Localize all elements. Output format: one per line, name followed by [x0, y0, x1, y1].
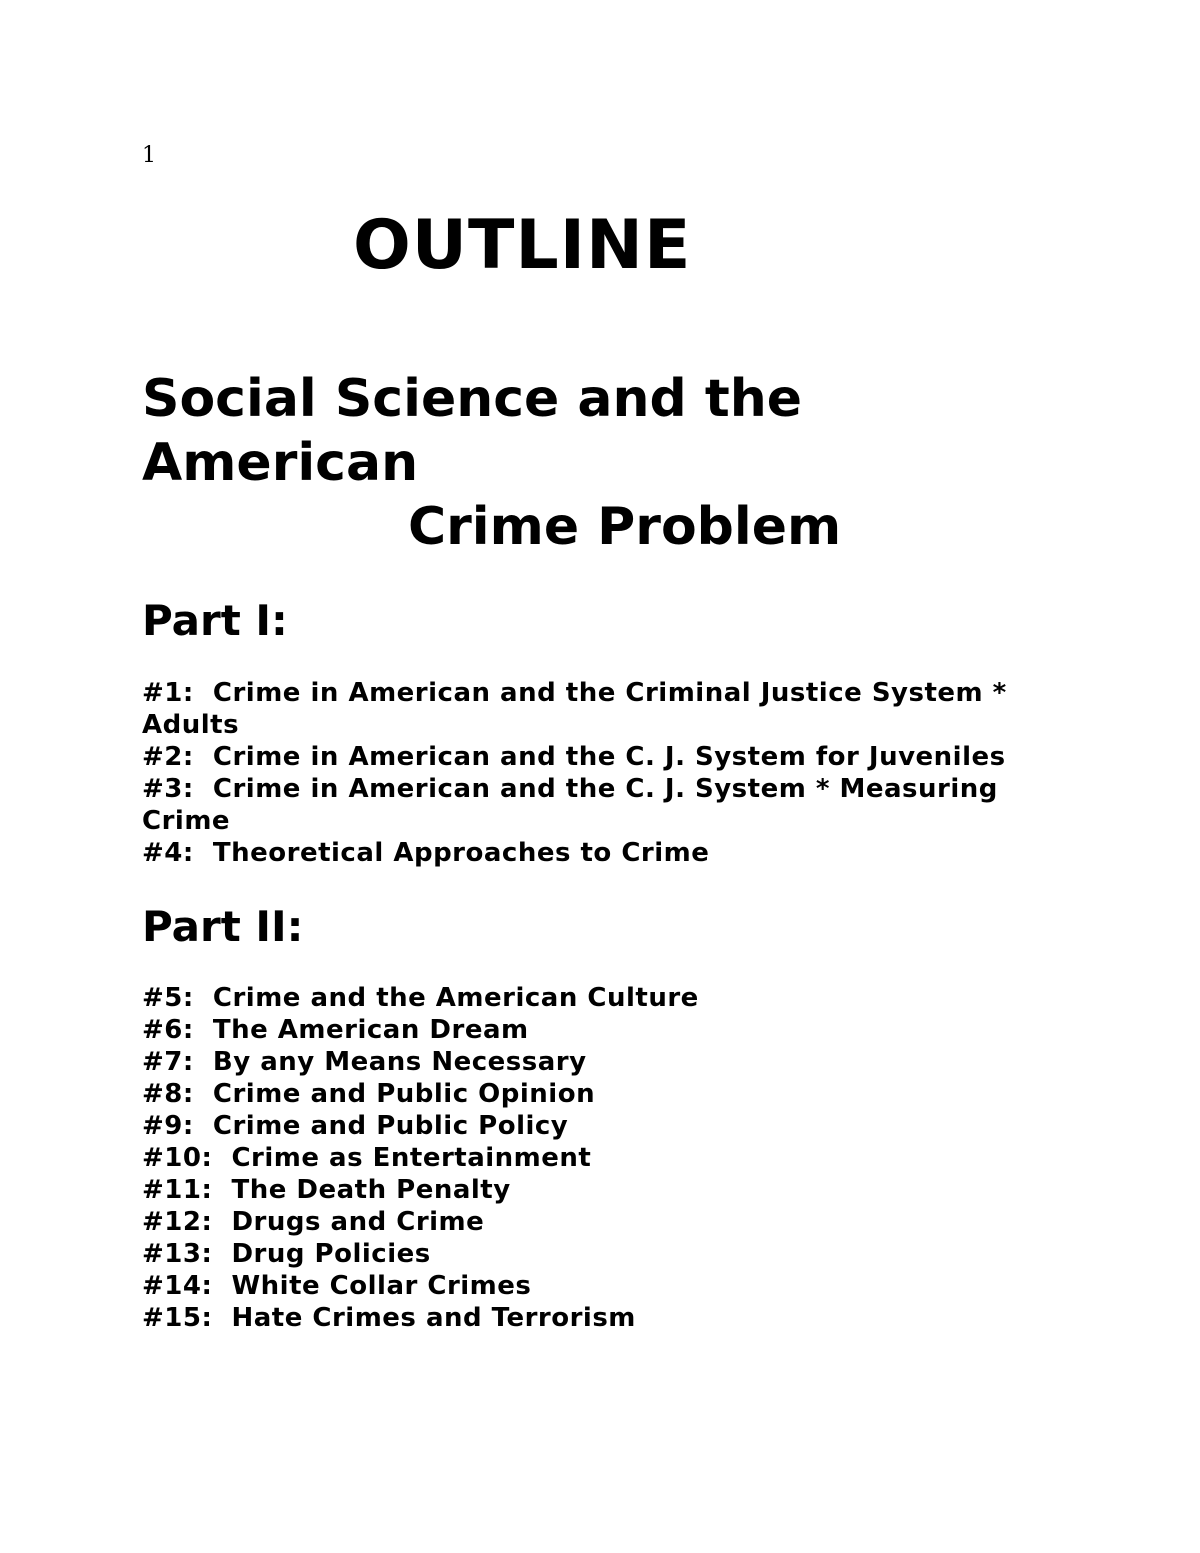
topic-item-11: #11: The Death Penalty [142, 1175, 511, 1205]
topic-item-15: #15: Hate Crimes and Terrorism [142, 1303, 636, 1333]
document-title [142, 367, 841, 559]
topic-item-2: #2: Crime in American and the C. J. System for Juveniles [142, 742, 1006, 772]
topic-item-14: #14: White Collar Crimes [142, 1271, 532, 1301]
topic-item-6: #6: The American Dream [142, 1015, 529, 1045]
topic-item-1: #1: Crime in American and the Criminal Justice System * Adults [142, 678, 1017, 740]
topic-item-10: #10: Crime as Entertainment [142, 1143, 592, 1173]
document-title-line-3: Crime Problem [408, 497, 842, 557]
topic-item-3: #3: Crime in American and the C. J. System * Measuring Crime [142, 774, 1008, 836]
part-2-topic-list [142, 982, 1042, 1334]
part-2-heading: Part II: [142, 902, 304, 951]
topic-item-9: #9: Crime and Public Policy [142, 1111, 569, 1141]
topic-item-7: #7: By any Means Necessary [142, 1047, 587, 1077]
outline-heading: OUTLINE [353, 206, 692, 285]
page-number: 1 [142, 143, 156, 168]
document-title-line-2: American [142, 433, 419, 493]
topic-item-8: #8: Crime and Public Opinion [142, 1079, 596, 1109]
part-1-heading: Part I: [142, 596, 288, 645]
topic-item-4: #4: Theoretical Approaches to Crime [142, 838, 710, 868]
topic-item-12: #12: Drugs and Crime [142, 1207, 485, 1237]
topic-item-5: #5: Crime and the American Culture [142, 983, 699, 1013]
topic-item-13: #13: Drug Policies [142, 1239, 431, 1269]
document-title-line-1: Social Science and the [142, 369, 803, 429]
part-1-topic-list [142, 677, 1042, 869]
